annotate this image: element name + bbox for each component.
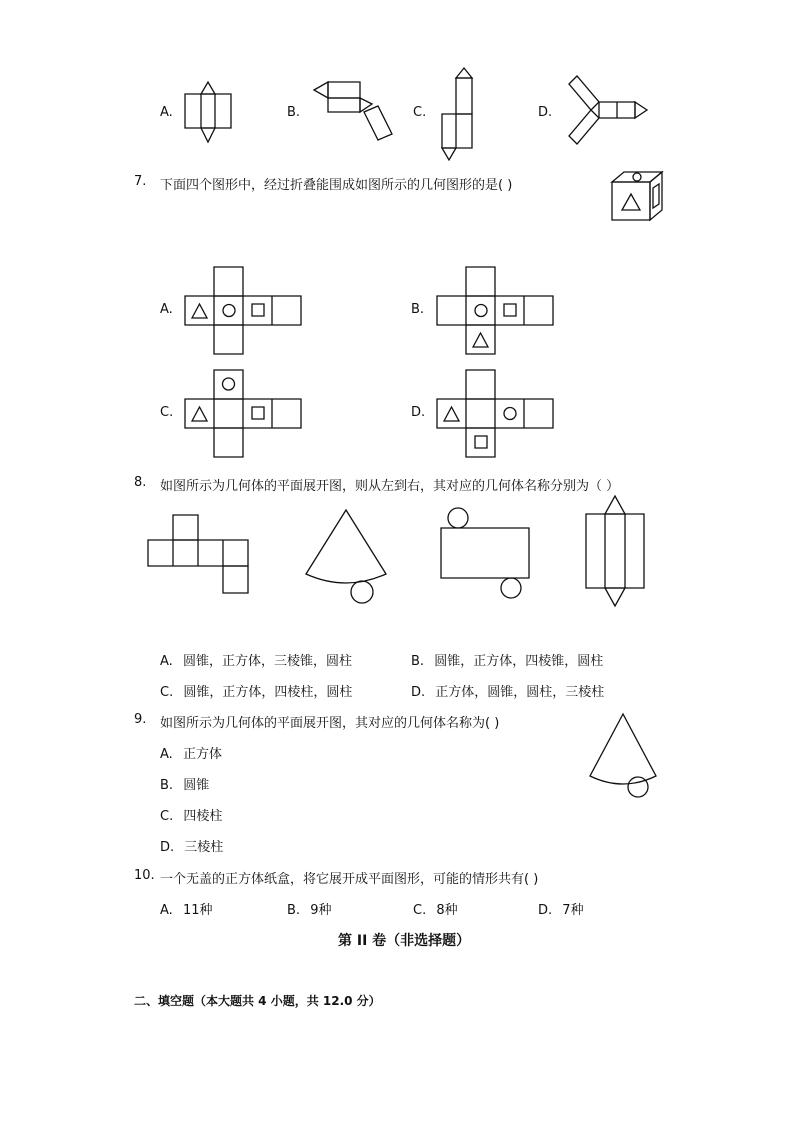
q7-option-b-label: B. — [411, 302, 425, 317]
q10-choice-c-label: C. — [413, 903, 427, 918]
q8-stem: 如图所示为几何体的平面展开图，则从左到右，其对应的几何体名称分别为（ ） — [160, 479, 620, 494]
q6-option-d-label: D. — [538, 105, 553, 120]
q8-choice-a-text: 圆锥，正方体，三棱锥，圆柱 — [182, 654, 352, 669]
q9-choice-a-label: A. — [160, 747, 173, 762]
q9-choice-b-label: B. — [160, 778, 174, 793]
q8-choice-c[interactable] — [160, 681, 352, 700]
q7-option-d-label: D. — [411, 405, 426, 420]
q10-choice-b-label: B. — [287, 903, 301, 918]
q10-choice-b[interactable] — [287, 899, 331, 918]
q9-stem: 如图所示为几何体的平面展开图，其对应的几何体名称为( ) — [160, 716, 500, 731]
q10-number: 10. — [134, 868, 155, 883]
q9-number: 9. — [134, 712, 147, 727]
q10-choice-a-text: 11种 — [182, 903, 213, 918]
q9-choice-b[interactable] — [160, 774, 209, 793]
q9-choice-c-text: 四棱柱 — [183, 809, 223, 824]
q10-choice-d-text: 7种 — [562, 903, 584, 918]
section-2-title: 第 II 卷（非选择题） — [338, 933, 471, 949]
q8-figure-prism-net — [585, 494, 647, 612]
q8-choice-a-label: A. — [160, 654, 173, 669]
q9-choice-d-label: D. — [160, 840, 175, 855]
q9-figure-cone-net — [588, 712, 662, 800]
q7-stem: 下面四个图形中，经过折叠能围成如图所示的几何图形的是( ) — [160, 178, 513, 193]
q6-option-b-figure — [312, 78, 392, 144]
q8-choice-d-text: 正方体，圆锥，圆柱，三棱柱 — [435, 685, 605, 700]
q7-option-c-label: C. — [160, 405, 174, 420]
q6-option-d-figure — [565, 72, 649, 152]
q7-number: 7. — [134, 174, 147, 189]
q8-choice-c-label: C. — [160, 685, 174, 700]
q8-choice-b[interactable] — [411, 650, 603, 669]
q8-choice-b-text: 圆锥，正方体，四棱锥，圆柱 — [434, 654, 604, 669]
q7-option-c-net — [185, 369, 303, 459]
q6-option-a-label: A. — [160, 105, 173, 120]
q10-choice-b-text: 9种 — [310, 903, 332, 918]
q8-number: 8. — [134, 475, 147, 490]
q10-choice-a-label: A. — [160, 903, 173, 918]
q10-choice-a[interactable] — [160, 899, 212, 918]
q10-choice-d[interactable] — [538, 899, 584, 918]
q10-stem: 一个无盖的正方体纸盒，将它展开成平面图形，可能的情形共有( ) — [160, 872, 539, 887]
q9-choice-a[interactable] — [160, 743, 222, 762]
q6-option-c-label: C. — [413, 105, 427, 120]
q8-choice-b-label: B. — [411, 654, 425, 669]
q9-choice-a-text: 正方体 — [182, 747, 222, 762]
q6-option-a-figure — [185, 80, 235, 146]
q7-option-b-net — [437, 266, 555, 356]
q10-choice-d-label: D. — [538, 903, 553, 918]
q9-choice-d-text: 三棱柱 — [184, 840, 224, 855]
q7-cube-figure — [610, 170, 664, 224]
q8-choice-c-text: 圆锥，正方体，四棱柱，圆柱 — [183, 685, 353, 700]
q8-figure-cylinder-net — [439, 506, 533, 602]
q7-option-a-net — [185, 266, 303, 356]
part-2-heading: 二、填空题（本大题共 4 小题，共 12.0 分） — [134, 994, 381, 1008]
q9-choice-c-label: C. — [160, 809, 174, 824]
q6-option-b-label: B. — [287, 105, 301, 120]
q8-choice-d-label: D. — [411, 685, 426, 700]
q10-choice-c-text: 8种 — [436, 903, 458, 918]
q8-figure-cone-net — [304, 508, 390, 608]
q7-option-a-label: A. — [160, 302, 173, 317]
q6-option-c-figure — [440, 66, 480, 162]
q7-option-d-net — [437, 369, 555, 459]
q8-figure-cube-net — [148, 514, 252, 596]
q8-choice-d[interactable] — [411, 681, 604, 700]
q9-choice-d[interactable] — [160, 836, 223, 855]
q8-choice-a[interactable] — [160, 650, 352, 669]
q9-choice-c[interactable] — [160, 805, 222, 824]
q9-choice-b-text: 圆锥 — [183, 778, 210, 793]
q10-choice-c[interactable] — [413, 899, 458, 918]
